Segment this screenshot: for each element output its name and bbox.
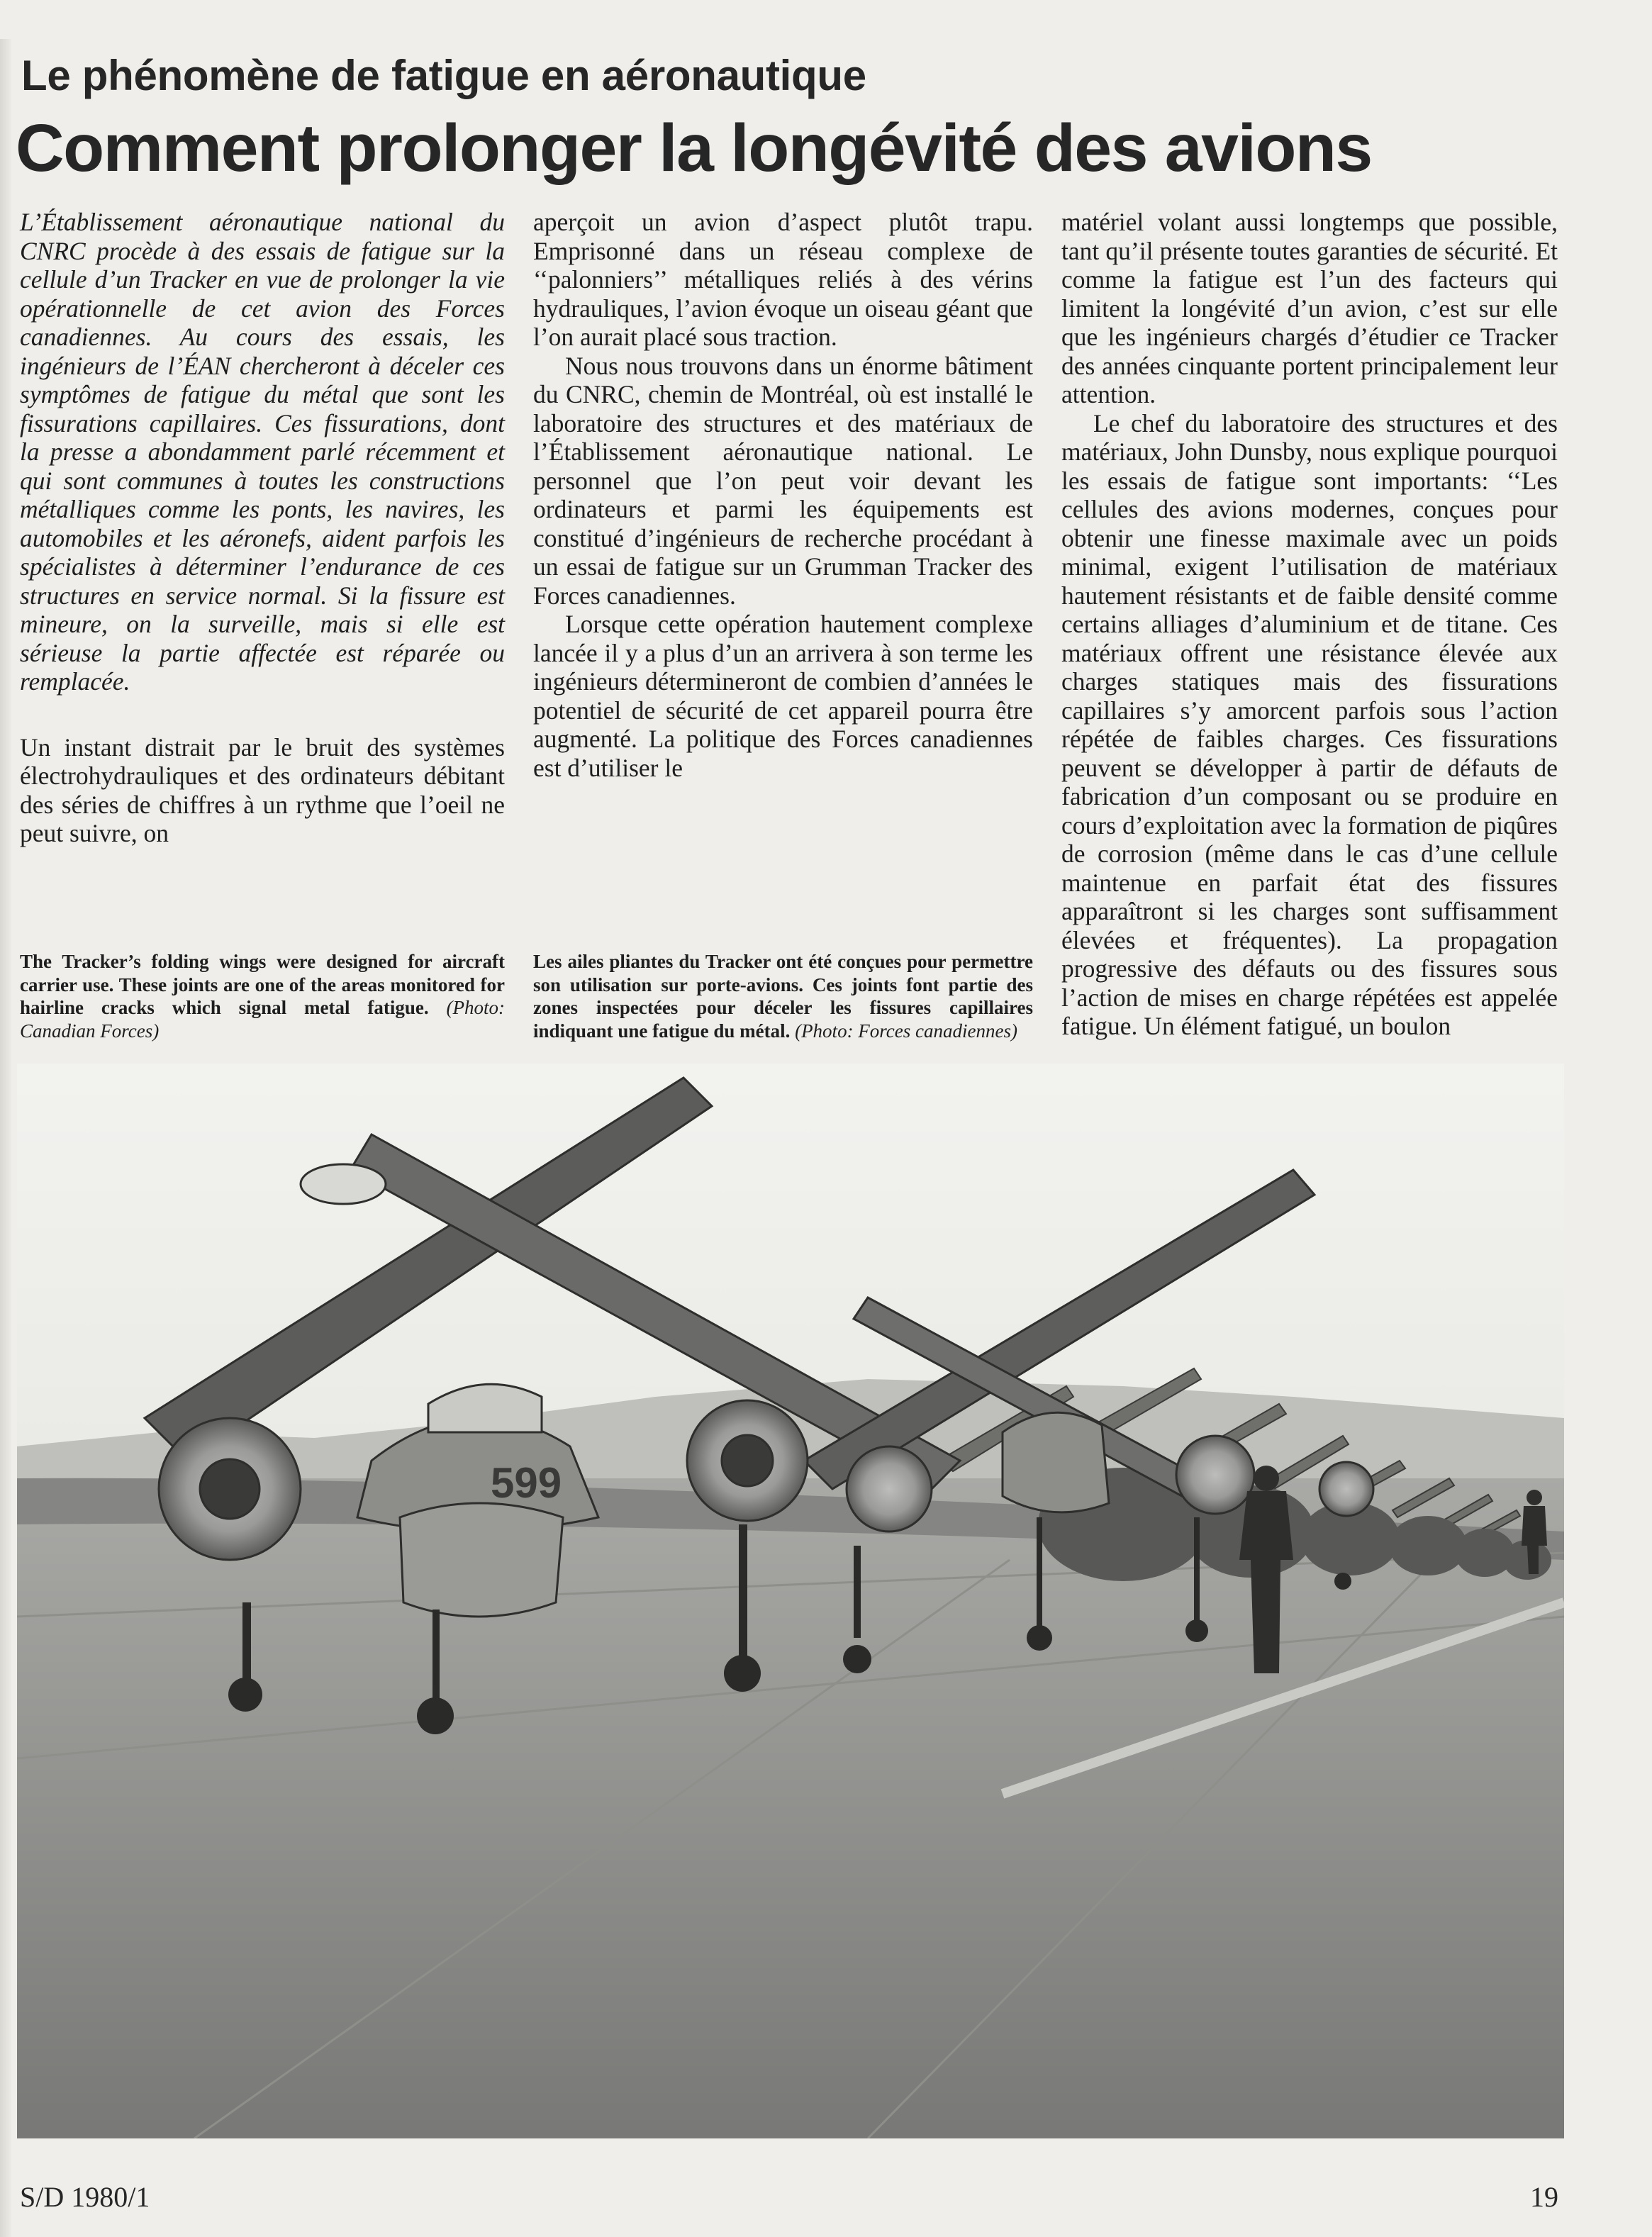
article-paragraph: matériel volant aussi longtemps que possible, tant qu’il présente toutes garanties de sécurité. Et comme la fatigue est l’un des facteurs qui limitent la longévité d’un avion, c’est sur elle que les ingénieurs chargés d’étudier ce Tracker des années cinquante portent principalement leur attention.: [1061, 208, 1558, 408]
article-column-3: [1061, 208, 1558, 1041]
article-lead: L’Établissement aéronautique national du CNRC procède à des essais de fatigue sur la cellule d’un Tracker en vue de prolonger la vie opérationnelle de cet avion des Forces canadiennes. Au cours des essais, les ingénieurs de l’ÉAN chercheront à déceler ces symptômes de fatigue du métal que sont les fissurations capillaires. Ces fissurations, dont la presse a abondamment parlé récemment et qui sont communes à toutes les constructions métalliques comme les ponts, les navires, les automobiles et les aéronefs, aident parfois les spécialistes à déterminer l’endurance de ces structures en service normal. Si la fissure est mineure, on la surveille, mais si elle est sérieuse la partie affectée est réparée ou remplacée.: [20, 208, 505, 696]
article-paragraph: aperçoit un avion d’aspect plutôt trapu. Emprisonné dans un réseau complexe de ‘‘palonniers’’ métalliques reliés à des vérins hydrauliques, l’avion évoque un oiseau géant que l’on aurait placé sous traction.: [533, 208, 1033, 351]
article-kicker: Le phénomène de fatigue en aéronautique: [21, 52, 866, 99]
caption-text: The Tracker’s folding wings were designed for aircraft carrier use. These joints are one of the areas monitored for hairline cracks which signal metal fatigue.: [20, 951, 505, 1018]
article-column-1: [20, 208, 505, 848]
page-binding-edge: [0, 39, 11, 2237]
caption-text: Les ailes pliantes du Tracker ont été conçues pour permettre son utilisation sur porte-avions. Ces joints font partie des zones inspectées pour déceler les fissures capillaires indiquant une fatigue du métal.: [533, 951, 1033, 1042]
article-paragraph: Le chef du laboratoire des structures et des matériaux, John Dunsby, nous explique pourquoi les essais de fatigue sont importants: ‘‘Les cellules des avions modernes, conçues pour obtenir une finesse maximale avec un poids minimal, exigent l’utilisation de matériaux hautement résistants et de faible densité comme certains alliages d’aluminium et de titane. Ces matériaux offrent une résistance élevée aux charges statiques mais des fissurations capillaires s’y amorcent parfois sous l’action répétée de faibles charges. Ces fissurations peuvent se développer à partir de défauts de fabrication d’un composant ou se produire en cours d’exploitation avec la formation de piqûres de corrosion (même dans le cas d’une cellule maintenue en parfait état des fissures apparaîtront si les charges sont suffisamment élevées et fréquentes). La propagation progressive des défauts ou des fissures sous l’action de mises en charge répétées est appelée fatigue. Un élément fatigué, un boulon: [1061, 408, 1558, 1040]
photo-credit: (Photo: Canadian Forces): [20, 997, 505, 1042]
tail-number: 599: [491, 1459, 562, 1507]
page-number: 19: [1530, 2181, 1558, 2213]
photo-credit: (Photo: Forces canadiennes): [795, 1020, 1017, 1042]
photo-caption-english: [20, 950, 505, 1042]
article-paragraph: Nous nous trouvons dans un énorme bâtiment du CNRC, chemin de Montréal, où est installé le laboratoire des structures et des matériaux de l’Établissement aéronautique national. Le personnel que l’on peut voir devant les ordinateurs et parmi les équipements est constitué d’ingénieurs de recherche procédant à un essai de fatigue sur un Grumman Tracker des Forces canadiennes.: [533, 351, 1033, 610]
article-paragraph: Lorsque cette opération hautement complexe lancée il y a plus d’un an arrivera à son terme les ingénieurs détermineront de combien d’années le potentiel de sécurité de cet appareil pourra être augmenté. La politique des Forces canadiennes est d’utiliser le: [533, 610, 1033, 782]
article-column-2: [533, 208, 1033, 782]
article-paragraph: Un instant distrait par le bruit des systèmes électrohydrauliques et des ordinateurs débitant des séries de chiffres à un rythme que l’oeil ne peut suivre, on: [20, 732, 505, 847]
photo-caption-french: [533, 950, 1033, 1042]
tracker-aircraft-photo: [17, 1064, 1564, 2138]
article-headline: Comment prolonger la longévité des avions: [16, 111, 1372, 186]
issue-label: S/D 1980/1: [20, 2181, 150, 2213]
